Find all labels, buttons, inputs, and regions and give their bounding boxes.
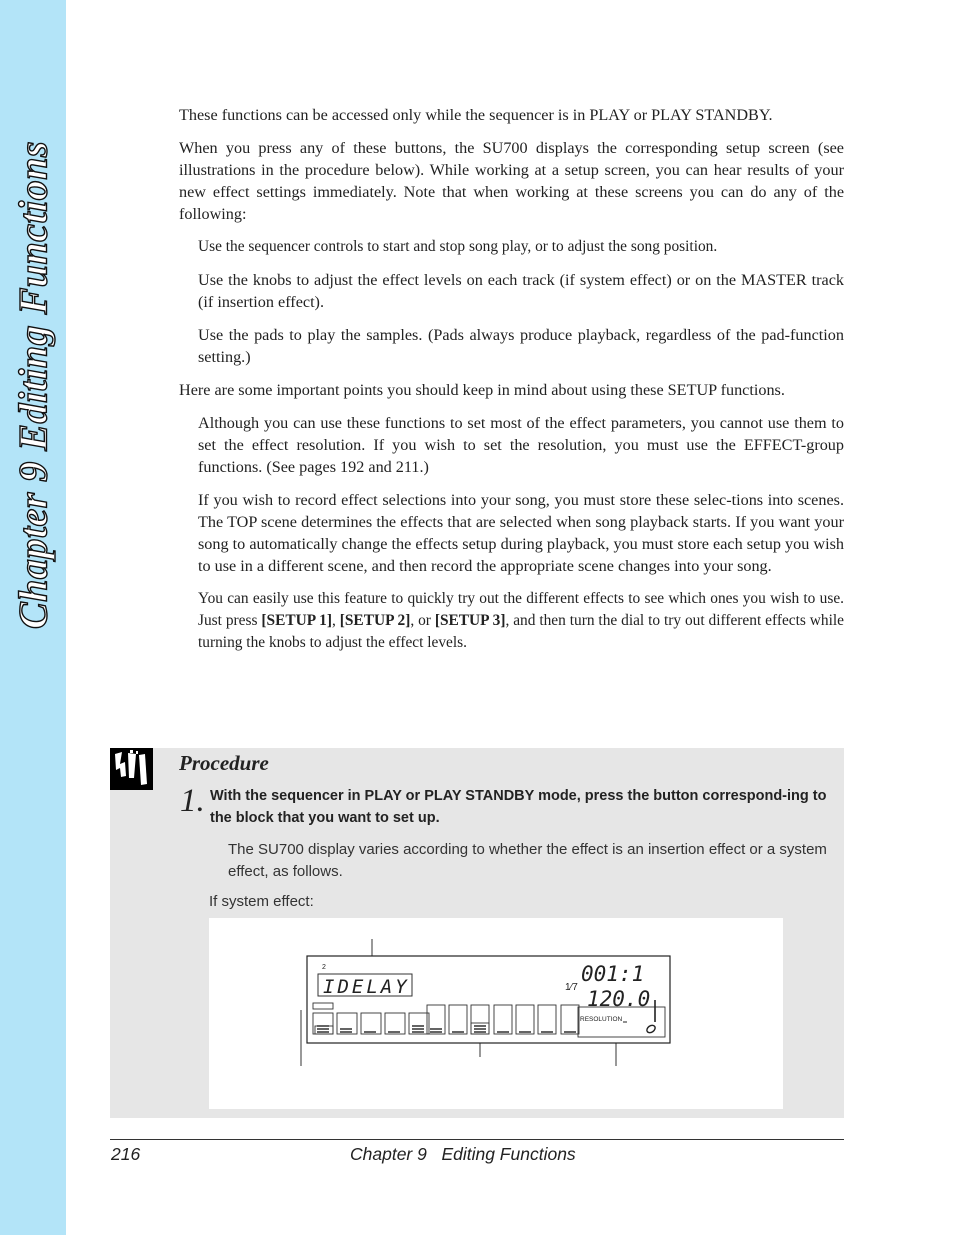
procedure-title: Procedure — [179, 751, 269, 775]
bullet-resolution: Although you can use these functions to set most of the effect parameters, you cannot use them to set the effect resolution. If you wish to set the resolution, you must use the EFFECT-group functions. (See pages 192 and 211.) — [198, 414, 844, 476]
bullet-pads: Use the pads to play the samples. (Pads always produce playback, regardless of the pad-function setting.) — [198, 326, 844, 366]
procedure-box — [110, 748, 844, 1118]
setup-3-key: [SETUP 3] — [434, 612, 506, 629]
lcd-fraction: 1⁄7 — [565, 982, 578, 993]
step-instruction: With the sequencer in PLAY or PLAY STANDBY mode, press the button correspond-ing to the block that you want to set up. — [210, 788, 827, 826]
lcd-display-diagram — [209, 918, 783, 1109]
footer-chapter: Chapter 9 Editing Functions — [350, 1144, 576, 1164]
lcd-tempo: 120.0 — [587, 987, 651, 1011]
lcd-illustration — [209, 918, 783, 1109]
system-effect-label: If system effect: — [209, 893, 314, 910]
try-effects-text-end: , and then turn the dial to try out different effects while turning the knobs to adjust the effect levels. — [198, 612, 844, 651]
bullet-sequencer-controls: Use the sequencer controls to start and stop song play, or to adjust the song position. — [198, 238, 718, 255]
paragraph-points: Here are some important points you should keep in mind about using these SETUP functions. — [179, 381, 785, 399]
paragraph-setup-screen: When you press any of these buttons, the SU700 displays the corresponding setup screen (see illustrations in the procedure below). While working at a setup screen, you can hear results of your new effect settings immediately. Note that when working at these screens you can do any of the following: — [179, 139, 844, 223]
step-number: 1. — [180, 783, 205, 819]
procedure-icon — [110, 748, 153, 790]
lcd-position: 001:1 — [581, 962, 645, 986]
body-text — [179, 104, 844, 665]
step-detail: The SU700 display varies according to whether the effect is an insertion effect or a system effect, as follows. — [228, 841, 827, 880]
lcd-track-number: 2 — [322, 964, 326, 971]
separator: , — [332, 612, 340, 629]
sidebar-chapter-title: Chapter 9 Editing Functions — [10, 140, 56, 630]
lcd-effect-name: IDELAY — [323, 976, 410, 998]
bullet-try-effects — [198, 588, 844, 654]
bullet-knobs: Use the knobs to adjust the effect levels on each track (if system effect) or on the MASTER track (if insertion effect). — [198, 271, 844, 311]
footer-rule — [110, 1139, 844, 1140]
try-effects-text-start: You can easily use this feature to quickly try out the different effects to see which ones you wish to use. Just press — [198, 590, 844, 629]
setup-1-key: [SETUP 1] — [261, 612, 332, 629]
lcd-resolution-label: RESOLUTION — [580, 1016, 623, 1023]
page-number: 216 — [111, 1144, 141, 1164]
paragraph-access: These functions can be accessed only while the sequencer is in PLAY or PLAY STANDBY. — [179, 106, 773, 124]
separator: , or — [410, 612, 435, 629]
bullet-scenes: If you wish to record effect selections into your song, you must store these selec-tions into scenes. The TOP scene determines the effects that are selected when song playback starts. If you want your song to automatically change the effects setup during playback, you must store each setup you wish to use in a different scene, and then record the appropriate scene changes into your song. — [198, 491, 844, 575]
setup-2-key: [SETUP 2] — [339, 612, 411, 629]
chapter-sidebar — [0, 0, 66, 1235]
